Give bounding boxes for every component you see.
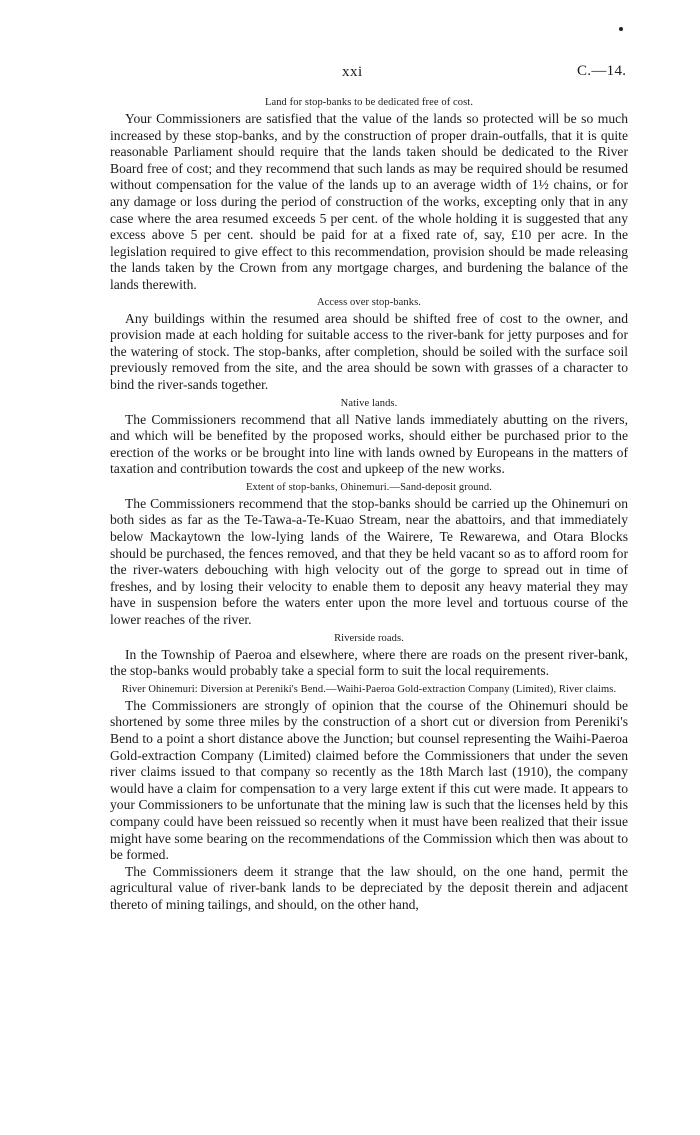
paragraph: The Commissioners recommend that the stop-banks should be carried up the Ohinemuri on both sides as far as the Te-Tawa-a-Te-Kuao Stream, near the abattoirs, and that immediately below Mackaytown the low-lying lands of the Wairere, Te Rewarewa, and Otara Blocks should be purchased, the fences removed, and that they be held vacant so as to afford room for the river-waters debouching with high velocity out of the gorge to spread out in time of freshes, and by losing their velocity to enable them to deposit any heavy material they may have in suspension before the waters enter upon the more level and tortuous course of the lower reaches of the river. (110, 495, 628, 628)
section-heading: River Ohinemuri: Diversion at Pereniki's Bend.—Waihi-Paeroa Gold-extraction Company (Limited), River claims. (121, 683, 617, 695)
section-heading: Extent of stop-banks, Ohinemuri.—Sand-deposit ground. (246, 481, 492, 493)
paragraph: The Commissioners are strongly of opinion that the course of the Ohinemuri should be shortened by some three miles by the construction of a short cut or diversion from Pereniki's Bend to a point a short distance above the Junction; but counsel representing the Waihi-Paeroa Gold-extraction Company (Limited) claimed before the Commissioners that under the seven river claims issued to that company so recently as the 18th March last (1910), the company would have a claim for compensation to a very large extent if this cut were made. It appears to your Commissioners to be unfortunate that the mining law is such that the licenses held by this company could have been reissued so recently when it must have been realized that their issue might have some bearing on the recommendations of the Commission which then was about to be formed. (110, 697, 628, 863)
section-heading: Native lands. (340, 397, 398, 409)
paragraph: In the Township of Paeroa and elsewhere, where there are roads on the present river-bank, the stop-banks would probably take a special form to suit the local requirements. (110, 646, 628, 679)
paragraph: Your Commissioners are satisfied that the value of the lands so protected will be so much increased by these stop-banks, and by the construction of proper drain-outfalls, that it is quite reasonable Parliament should require that the lands taken should be dedicated to the River Board free of cost; and they recommend that such lands as may be required should be resumed without compensation for the value of the lands up to an average width of 1½ chains, or for any damage or loss during the period of construction of the works, excepting only that in any case where the area resumed exceeds 5 per cent. of the whole holding it is suggested that any excess above 5 per cent. should be paid for at a fixed rate of, say, £10 per acre. In the legislation required to give effect to this recommendation, provision should be made releasing the lands taken by the Crown from any mortgage charges, and burdening the balance of the lands therewith. (110, 111, 628, 292)
page-number: xxi (342, 64, 363, 80)
paragraph: The Commissioners deem it strange that the law should, on the one hand, permit the agricultural value of river-bank lands to be depreciated by the deposit therein and adjacent thereto of mining tailings, and should, on the other hand, (110, 863, 628, 912)
document-reference: C.—14. (577, 63, 627, 79)
body-text (110, 94, 628, 914)
paragraph: Any buildings within the resumed area should be shifted free of cost to the owner, and provision made at each holding for suitable access to the river-bank for jetty purposes and for the watering of stock. The stop-banks, after completion, should be soiled with the surface soil previously removed from the site, and the area should be sown with grasses of a character to bind the river-sands together. (110, 310, 628, 392)
section-heading: Access over stop-banks. (316, 296, 422, 308)
section-heading: Land for stop-banks to be dedicated free of cost. (264, 97, 474, 108)
paragraph: The Commissioners recommend that all Native lands immediately abutting on the rivers, and which will be benefited by the proposed works, should either be purchased prior to the erection of the works or be brought into line with lands owned by Europeans in the matters of taxation and contribution towards the cost and upkeep of the new works. (110, 411, 628, 477)
section-heading: Riverside roads. (334, 632, 404, 644)
page-mark-dot (619, 27, 623, 31)
